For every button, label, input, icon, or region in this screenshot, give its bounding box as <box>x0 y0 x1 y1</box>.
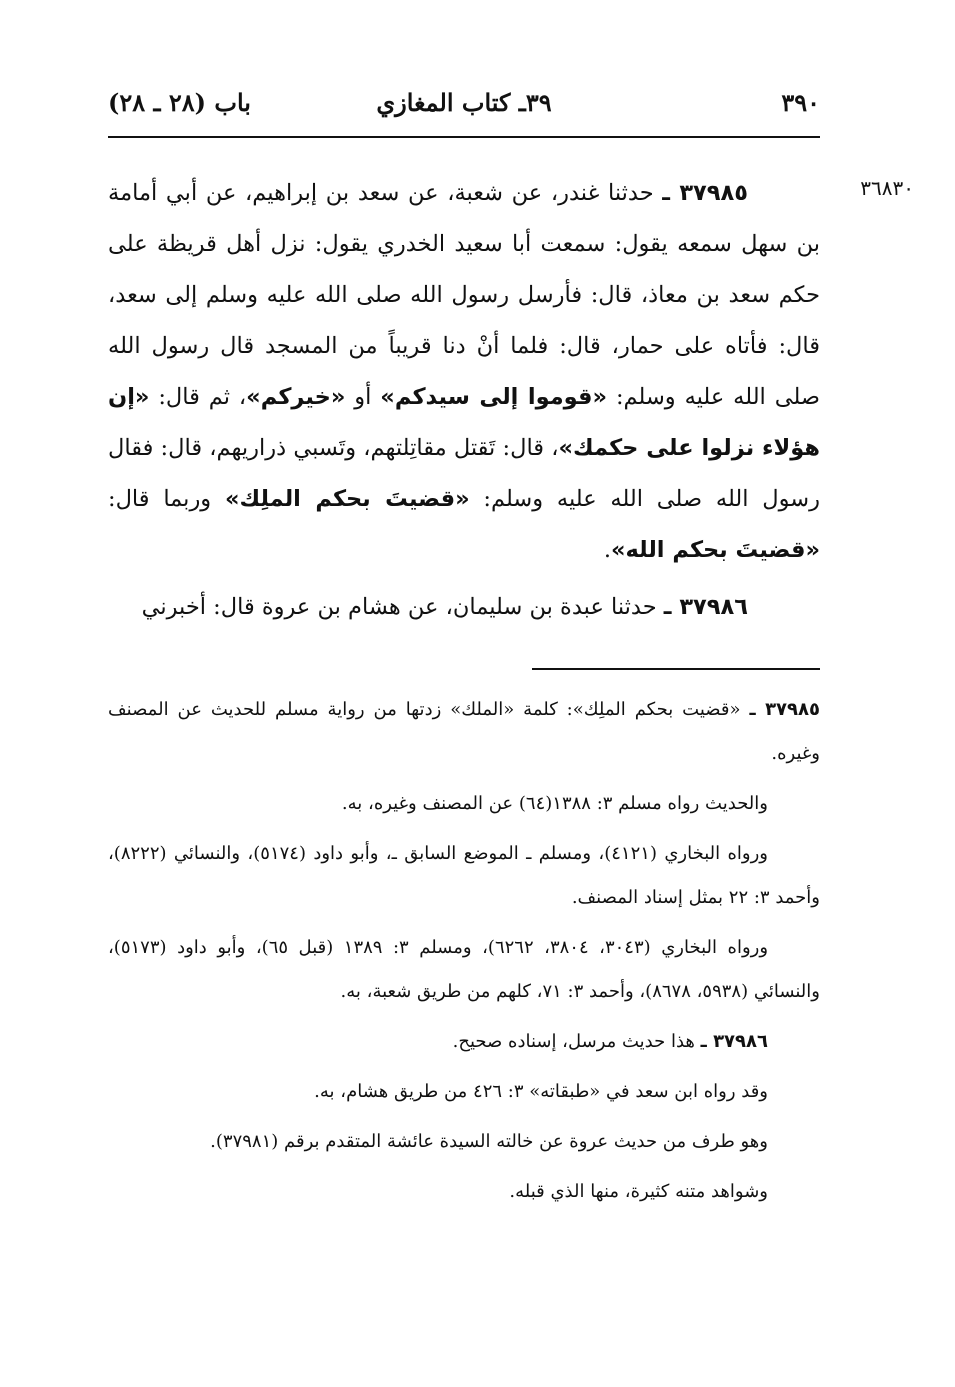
footnote <box>108 1170 820 1214</box>
chapter-reference: باب (٢٨ ـ ٢٨) <box>108 88 251 117</box>
hadith-text: حدثنا غندر، عن شعبة، عن سعد بن إبراهيم، عن أبي أمامة بن سهل سمعه يقول: سمعت أبا سعيد الخدري يقول: نزل أهل قريظة على حكم سعد بن معاذ، قال: فأرسل رسول الله صلى الله عليه وسلم إلى سعد، قال: فأتاه على حمار، قال: فلما أنْ دنا قريباً من المسجد قال رسول الله صلى الله عليه وسلم: <box>108 180 821 410</box>
footnote-text: وهو طرف من حديث عروة عن خالته السيدة عائشة المتقدم برقم (٣٧٩٨١). <box>210 1131 768 1152</box>
main-text <box>108 168 820 633</box>
margin-number: ٣٦٨٣٠ <box>860 176 914 200</box>
prophetic-quote: «إن هؤلاء نزلوا على حكمك» <box>108 384 820 461</box>
hadith-text: حدثنا عبدة بن سليمان، عن هشام بن عروة قال: أخبرني <box>141 594 664 620</box>
footnote-text: وشواهد متنه كثيرة، منها الذي قبله. <box>509 1181 768 1202</box>
footnote-number: ٣٧٩٨٥ ـ <box>749 699 820 720</box>
hadith-paragraph <box>108 168 820 576</box>
footnote <box>108 926 820 1014</box>
hadith-text: وربما قال: <box>108 486 225 512</box>
footnote-text: هذا حديث مرسل، إسناده صحيح. <box>452 1031 701 1052</box>
hadith-text: . <box>603 537 611 563</box>
footnote-number: ٣٧٩٨٦ ـ <box>700 1031 768 1052</box>
hadith-text: ، قال: تَقتل مقاتِلتهم، وتَسبي ذراريهم، قال: فقال رسول الله صلى الله عليه وسلم: <box>108 435 820 512</box>
footnote <box>108 1070 820 1114</box>
footnote <box>108 1020 820 1064</box>
footnote-separator <box>532 668 820 670</box>
footnote-text: والحديث رواه مسلم ٣: ١٣٨٨(٦٤) عن المصنف وغيره، به. <box>341 793 768 814</box>
footnote-text: وقد رواه ابن سعد في «طبقاته» ٣: ٤٢٦ من طريق هشام، به. <box>314 1081 768 1102</box>
book-title: ٣٩ـ كتاب المغازي <box>376 88 552 117</box>
hadith-number: ٣٧٩٨٥ ـ <box>662 180 748 206</box>
hadith-number: ٣٧٩٨٦ ـ <box>663 594 748 620</box>
page-header <box>108 88 820 128</box>
prophetic-quote: «قوموا إلى سيدكم» <box>380 384 608 410</box>
hadith-paragraph <box>108 582 820 633</box>
footnote <box>108 688 820 776</box>
prophetic-quote: «قضيتَ بحكم الملِك» <box>224 486 470 512</box>
page-number: ٣٩٠ <box>781 88 820 117</box>
footnote-text: ورواه البخاري (٤١٢١)، ومسلم ـ الموضع السابق ـ، وأبو داود (٥١٧٤)، والنسائي (٨٢٢٢)، وأحمد ٣: ٢٢ بمثل إسناد المصنف. <box>108 843 820 908</box>
footnote <box>108 1120 820 1164</box>
footnote-text: ورواه البخاري (٣٠٤٣، ٣٨٠٤، ٦٢٦٢)، ومسلم ٣: ١٣٨٩ (قبل ٦٥)، وأبو داود (٥١٧٣)، والنسائي (٥٩٣٨، ٨٦٧٨)، وأحمد ٣: ٧١، كلهم من طريق شعبة، به. <box>108 937 820 1002</box>
prophetic-quote: «قضيتَ بحكم الله» <box>610 537 820 563</box>
footnote-text: «قضيت بحكم الملِك»: كلمة «الملك» زدتها من رواية مسلم للحديث عن المصنف وغيره. <box>108 699 820 764</box>
hadith-text: ، ثم قال: <box>149 384 247 410</box>
footnote <box>108 832 820 920</box>
footnote <box>108 782 820 826</box>
hadith-text: أو <box>345 384 381 410</box>
header-rule <box>108 136 820 138</box>
prophetic-quote: «خيركم» <box>246 384 346 410</box>
footnotes <box>108 688 820 1220</box>
